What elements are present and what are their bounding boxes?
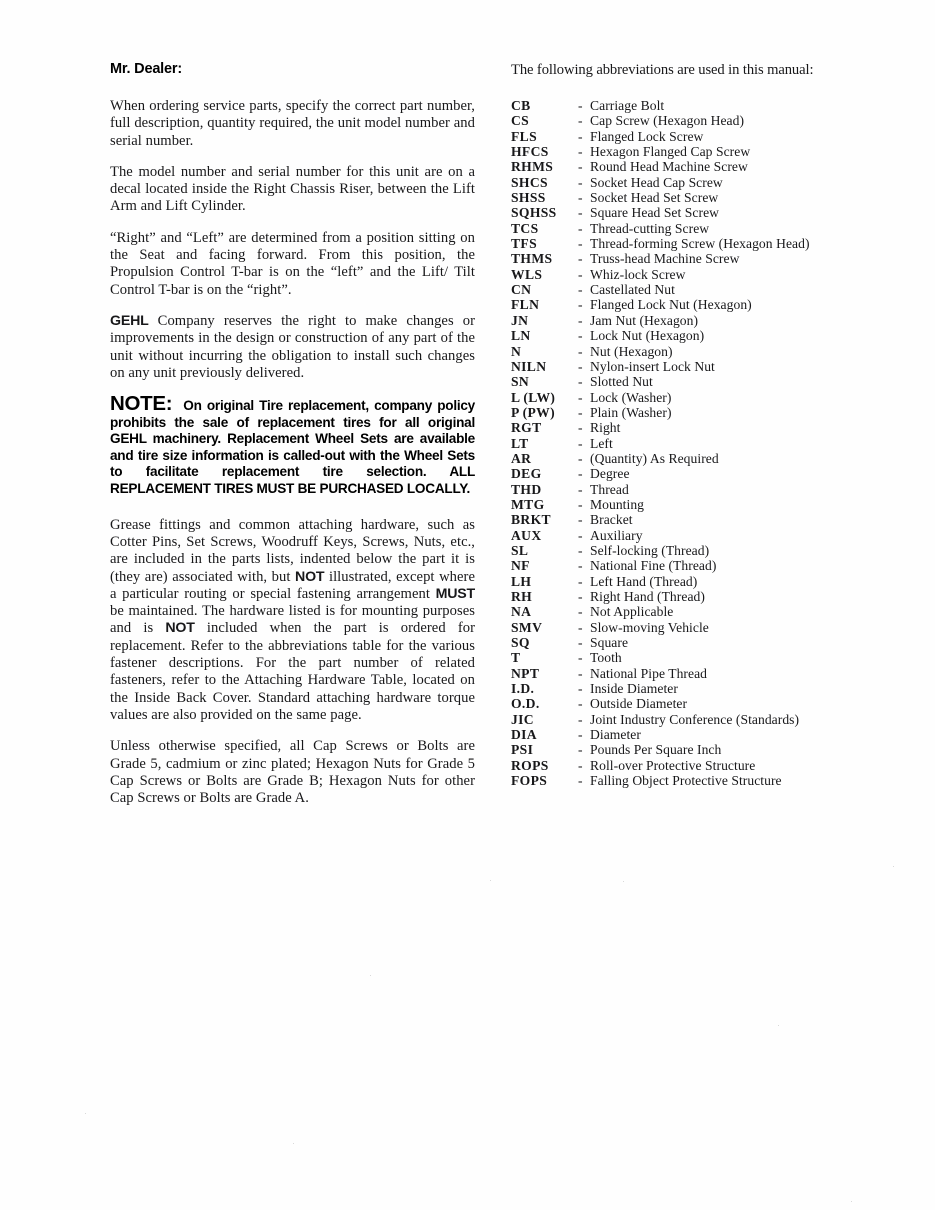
abbreviation-row	[511, 589, 921, 604]
abbreviation-description: Diameter	[590, 727, 641, 743]
abbreviation-row	[511, 712, 921, 727]
abbreviation-description: Carriage Bolt	[590, 98, 665, 113]
abbreviation-row	[511, 635, 921, 650]
paragraph-grade-specification: Unless otherwise specified, all Cap Screws or Bolts are Grade 5, cadmium or zinc plated; Hexagon Nuts for Grade 5 Cap Screws or Bolts are Grade B; Hexagon Nuts for other Cap Screws or Bolts are Grade A.	[110, 738, 475, 807]
abbreviation-description: (Quantity) As Required	[590, 450, 719, 466]
abbreviation-separator: -	[578, 727, 583, 743]
abbreviation-row	[511, 528, 921, 543]
abbreviation-description: Jam Nut (Hexagon)	[590, 312, 699, 328]
abbreviations-table	[511, 98, 921, 788]
abbreviation-row	[511, 466, 921, 481]
abbreviation-code: TFS	[511, 236, 537, 252]
abbreviation-row	[511, 696, 921, 711]
abbreviation-separator: -	[578, 466, 583, 482]
abbreviation-separator: -	[578, 251, 583, 267]
abbreviation-separator: -	[578, 174, 583, 190]
abbreviation-separator: -	[578, 190, 583, 206]
abbreviation-code: DEG	[511, 466, 542, 482]
abbreviation-row	[511, 512, 921, 527]
abbreviation-row	[511, 267, 921, 282]
abbreviation-code: THD	[511, 481, 542, 497]
abbreviation-separator: -	[578, 98, 583, 113]
paragraph-gehl-changes	[110, 313, 475, 382]
abbreviation-row	[511, 758, 921, 773]
abbreviation-separator: -	[578, 604, 583, 620]
abbreviations-column	[511, 62, 921, 788]
abbreviation-description: Auxiliary	[590, 527, 643, 543]
abbreviation-separator: -	[578, 389, 583, 405]
abbreviation-separator: -	[578, 312, 583, 328]
abbreviation-code: SL	[511, 542, 529, 558]
abbreviation-description: Square Head Set Screw	[590, 205, 720, 221]
abbreviation-row	[511, 374, 921, 389]
gehl-brand-text: GEHL	[110, 312, 149, 329]
abbreviation-separator: -	[578, 773, 583, 789]
scan-speck	[851, 1201, 852, 1202]
abbreviation-row	[511, 666, 921, 681]
abbreviation-separator: -	[578, 205, 583, 221]
abbreviation-row	[511, 543, 921, 558]
abbreviation-code: TCS	[511, 220, 539, 236]
abbreviation-description: Socket Head Set Screw	[590, 190, 719, 206]
hardware-emphasis-not-1: NOT	[295, 568, 325, 585]
abbreviation-code: LN	[511, 328, 531, 344]
abbreviation-code: L (LW)	[511, 389, 556, 405]
abbreviation-row	[511, 681, 921, 696]
abbreviation-row	[511, 773, 921, 788]
abbreviation-code: P (PW)	[511, 404, 556, 420]
abbreviation-description: Inside Diameter	[590, 681, 678, 697]
abbreviation-separator: -	[578, 282, 583, 298]
abbreviation-separator: -	[578, 619, 583, 635]
abbreviation-row	[511, 390, 921, 405]
abbreviation-separator: -	[578, 650, 583, 666]
abbreviation-row	[511, 313, 921, 328]
scan-speck	[85, 1113, 86, 1114]
abbreviation-separator: -	[578, 558, 583, 574]
abbreviation-description: National Fine (Thread)	[590, 558, 717, 574]
abbreviation-row	[511, 451, 921, 466]
abbreviation-separator: -	[578, 696, 583, 712]
hardware-text-part3: be maintained. The hardware listed is for mounting purposes and is	[110, 603, 475, 637]
abbreviation-row	[511, 251, 921, 266]
abbreviation-code: NF	[511, 558, 530, 574]
abbreviation-description: Hexagon Flanged Cap Screw	[590, 144, 751, 160]
abbreviation-separator: -	[578, 665, 583, 681]
abbreviation-code: NA	[511, 604, 532, 620]
paragraph-hardware	[110, 517, 475, 725]
abbreviation-code: BRKT	[511, 512, 551, 528]
abbreviation-separator: -	[578, 144, 583, 160]
abbreviation-description: Flanged Lock Nut (Hexagon)	[590, 297, 752, 313]
abbreviation-separator: -	[578, 266, 583, 282]
abbreviation-row	[511, 620, 921, 635]
abbreviation-description: Tooth	[590, 650, 622, 666]
abbreviation-separator: -	[578, 573, 583, 589]
abbreviation-code: THMS	[511, 251, 553, 267]
abbreviation-description: Nut (Hexagon)	[590, 343, 673, 359]
paragraph-right-left-definition: “Right” and “Left” are determined from a position sitting on the Seat and facing forward. From this position, the Propulsion Control T-bar is on the “left” and the Lift/ Tilt Control T-bar is on the “right”.	[110, 229, 475, 298]
hardware-text-part1: Grease fittings and common attaching hardware, such as Cotter Pins, Set Screws, Woodruff Keys, Screws, Nuts, etc., are included in the parts lists, indented below the part it is (they are) associated with, but	[110, 516, 475, 585]
abbreviation-description: Right Hand (Thread)	[590, 589, 705, 604]
abbreviation-separator: -	[578, 159, 583, 175]
abbreviation-code: RGT	[511, 420, 542, 436]
abbreviation-row	[511, 297, 921, 312]
abbreviation-separator: -	[578, 512, 583, 528]
abbreviation-separator: -	[578, 236, 583, 252]
abbreviation-description: Thread-cutting Screw	[590, 220, 710, 236]
scan-speck	[370, 975, 371, 976]
note-body: On original Tire replacement, company policy prohibits the sale of replacement tires for all original GEHL machinery. Replacement Wheel Sets are available and tire size information is called-out with the Wheel Sets to facilitate replacement tire selection. ALL REPLACEMENT TIRES MUST BE PURCHASED LOCALLY.	[110, 398, 475, 497]
abbreviation-code: SHCS	[511, 174, 548, 190]
abbreviation-separator: -	[578, 450, 583, 466]
abbreviation-row	[511, 420, 921, 435]
abbreviation-code: T	[511, 650, 521, 666]
abbreviation-code: SQHSS	[511, 205, 557, 221]
abbreviation-description: Square	[590, 635, 629, 651]
abbreviation-code: JIC	[511, 711, 534, 727]
abbreviations-intro: The following abbreviations are used in this manual:	[511, 62, 814, 78]
abbreviation-code: DIA	[511, 727, 537, 743]
abbreviation-code: SMV	[511, 619, 543, 635]
abbreviation-separator: -	[578, 328, 583, 344]
abbreviation-description: Outside Diameter	[590, 696, 688, 712]
abbreviation-row	[511, 205, 921, 220]
abbreviation-code: LT	[511, 435, 529, 451]
abbreviation-separator: -	[578, 527, 583, 543]
abbreviation-code: JN	[511, 312, 529, 328]
abbreviation-description: Thread-forming Screw (Hexagon Head)	[590, 236, 810, 252]
abbreviation-code: CN	[511, 282, 532, 298]
abbreviation-description: Lock (Washer)	[590, 389, 672, 405]
abbreviation-separator: -	[578, 589, 583, 604]
abbreviation-separator: -	[578, 420, 583, 436]
abbreviation-separator: -	[578, 404, 583, 420]
note-label: NOTE:	[110, 392, 173, 416]
abbreviation-row	[511, 604, 921, 619]
abbreviation-separator: -	[578, 742, 583, 758]
scan-speck	[778, 1025, 779, 1026]
abbreviation-separator: -	[578, 681, 583, 697]
abbreviation-description: Whiz-lock Screw	[590, 266, 686, 282]
abbreviation-separator: -	[578, 757, 583, 773]
abbreviation-description: Left Hand (Thread)	[590, 573, 698, 589]
dealer-heading: Mr. Dealer:	[110, 61, 182, 77]
abbreviation-description: Socket Head Cap Screw	[590, 174, 723, 190]
abbreviation-row	[511, 574, 921, 589]
abbreviation-row	[511, 113, 921, 128]
abbreviation-row	[511, 497, 921, 512]
abbreviation-description: Cap Screw (Hexagon Head)	[590, 113, 745, 129]
abbreviation-description: Lock Nut (Hexagon)	[590, 328, 705, 344]
abbreviation-description: Slotted Nut	[590, 374, 653, 390]
abbreviation-row	[511, 436, 921, 451]
hardware-emphasis-must: MUST	[435, 585, 475, 602]
abbreviation-code: CB	[511, 98, 531, 113]
abbreviation-row	[511, 144, 921, 159]
abbreviation-code: AR	[511, 450, 532, 466]
abbreviation-code: LH	[511, 573, 532, 589]
abbreviation-description: Bracket	[590, 512, 633, 528]
abbreviation-code: PSI	[511, 742, 534, 758]
abbreviation-row	[511, 282, 921, 297]
abbreviation-description: Right	[590, 420, 621, 436]
abbreviation-description: Not Applicable	[590, 604, 674, 620]
abbreviation-code: NILN	[511, 358, 547, 374]
abbreviation-separator: -	[578, 358, 583, 374]
hardware-text-part2: illustrated, except where a particular routing or special fastening arrangement	[110, 568, 475, 602]
abbreviation-code: ROPS	[511, 757, 549, 773]
abbreviation-code: MTG	[511, 496, 545, 512]
abbreviation-code: FOPS	[511, 773, 548, 789]
abbreviation-description: Plain (Washer)	[590, 404, 672, 420]
abbreviation-description: Castellated Nut	[590, 282, 675, 298]
abbreviation-description: Roll-over Protective Structure	[590, 757, 756, 773]
abbreviation-description: Flanged Lock Screw	[590, 128, 704, 144]
scan-speck	[293, 1143, 294, 1144]
abbreviation-description: Pounds Per Square Inch	[590, 742, 722, 758]
scan-speck	[490, 880, 491, 881]
abbreviation-row	[511, 405, 921, 420]
abbreviation-code: N	[511, 343, 522, 359]
abbreviation-row	[511, 742, 921, 757]
abbreviation-code: WLS	[511, 266, 543, 282]
left-text-column	[110, 62, 475, 807]
abbreviation-separator: -	[578, 128, 583, 144]
abbreviation-description: Round Head Machine Screw	[590, 159, 748, 175]
abbreviation-separator: -	[578, 374, 583, 390]
abbreviation-code: NPT	[511, 665, 540, 681]
abbreviation-code: SHSS	[511, 190, 546, 206]
note-block	[110, 392, 475, 498]
hardware-emphasis-not-2: NOT	[165, 620, 195, 637]
abbreviation-description: Mounting	[590, 496, 645, 512]
abbreviation-row	[511, 221, 921, 236]
abbreviation-description: Degree	[590, 466, 630, 482]
abbreviation-description: Nylon-insert Lock Nut	[590, 358, 715, 374]
abbreviation-code: SQ	[511, 635, 530, 651]
abbreviation-separator: -	[578, 635, 583, 651]
abbreviation-code: HFCS	[511, 144, 549, 160]
scan-speck	[623, 881, 624, 882]
abbreviation-row	[511, 650, 921, 665]
abbreviation-description: National Pipe Thread	[590, 665, 708, 681]
abbreviation-code: RHMS	[511, 159, 554, 175]
abbreviation-row	[511, 344, 921, 359]
abbreviation-code: RH	[511, 589, 533, 604]
abbreviation-separator: -	[578, 113, 583, 129]
abbreviation-row	[511, 190, 921, 205]
abbreviation-row	[511, 175, 921, 190]
paragraph-decal-location: The model number and serial number for this unit are on a decal located inside the Right Chassis Riser, between the Lift Arm and Lift Cylinder.	[110, 163, 475, 215]
abbreviation-row	[511, 482, 921, 497]
abbreviation-row	[511, 129, 921, 144]
abbreviation-separator: -	[578, 496, 583, 512]
abbreviation-code: AUX	[511, 527, 542, 543]
abbreviation-description: Joint Industry Conference (Standards)	[590, 711, 800, 727]
abbreviation-separator: -	[578, 343, 583, 359]
abbreviation-row	[511, 328, 921, 343]
abbreviation-separator: -	[578, 220, 583, 236]
abbreviation-code: O.D.	[511, 696, 540, 712]
abbreviation-separator: -	[578, 481, 583, 497]
abbreviation-separator: -	[578, 711, 583, 727]
abbreviation-row	[511, 98, 921, 113]
abbreviation-row	[511, 558, 921, 573]
abbreviation-description: Self-locking (Thread)	[590, 542, 710, 558]
abbreviation-description: Thread	[590, 481, 629, 497]
scan-speck	[893, 866, 894, 867]
abbreviation-code: FLS	[511, 128, 537, 144]
abbreviation-separator: -	[578, 297, 583, 313]
abbreviation-row	[511, 159, 921, 174]
abbreviation-separator: -	[578, 435, 583, 451]
abbreviation-code: CS	[511, 113, 530, 129]
abbreviation-description: Truss-head Machine Screw	[590, 251, 740, 267]
abbreviation-code: I.D.	[511, 681, 535, 697]
abbreviation-row	[511, 236, 921, 251]
abbreviation-separator: -	[578, 542, 583, 558]
abbreviation-row	[511, 727, 921, 742]
abbreviation-description: Falling Object Protective Structure	[590, 773, 782, 789]
abbreviation-row	[511, 359, 921, 374]
hardware-text-part4: included when the part is ordered for replacement. Refer to the abbreviations table for the various fastener descriptions. For the part number of related fasteners, refer to the Attaching Hardware Table, located on the Inside Back Cover. Standard attaching hardware torque values are also provided on the same page.	[110, 620, 475, 723]
abbreviation-description: Slow-moving Vehicle	[590, 619, 709, 635]
abbreviation-description: Left	[590, 435, 613, 451]
abbreviation-code: SN	[511, 374, 530, 390]
paragraph-ordering-parts: When ordering service parts, specify the correct part number, full description, quantity required, the unit model number and serial number.	[110, 97, 475, 149]
gehl-paragraph-body: Company reserves the right to make changes or improvements in the design or construction of any part of the unit without incurring the obligation to install such changes on any unit previously delivered.	[110, 312, 475, 381]
abbreviation-code: FLN	[511, 297, 540, 313]
